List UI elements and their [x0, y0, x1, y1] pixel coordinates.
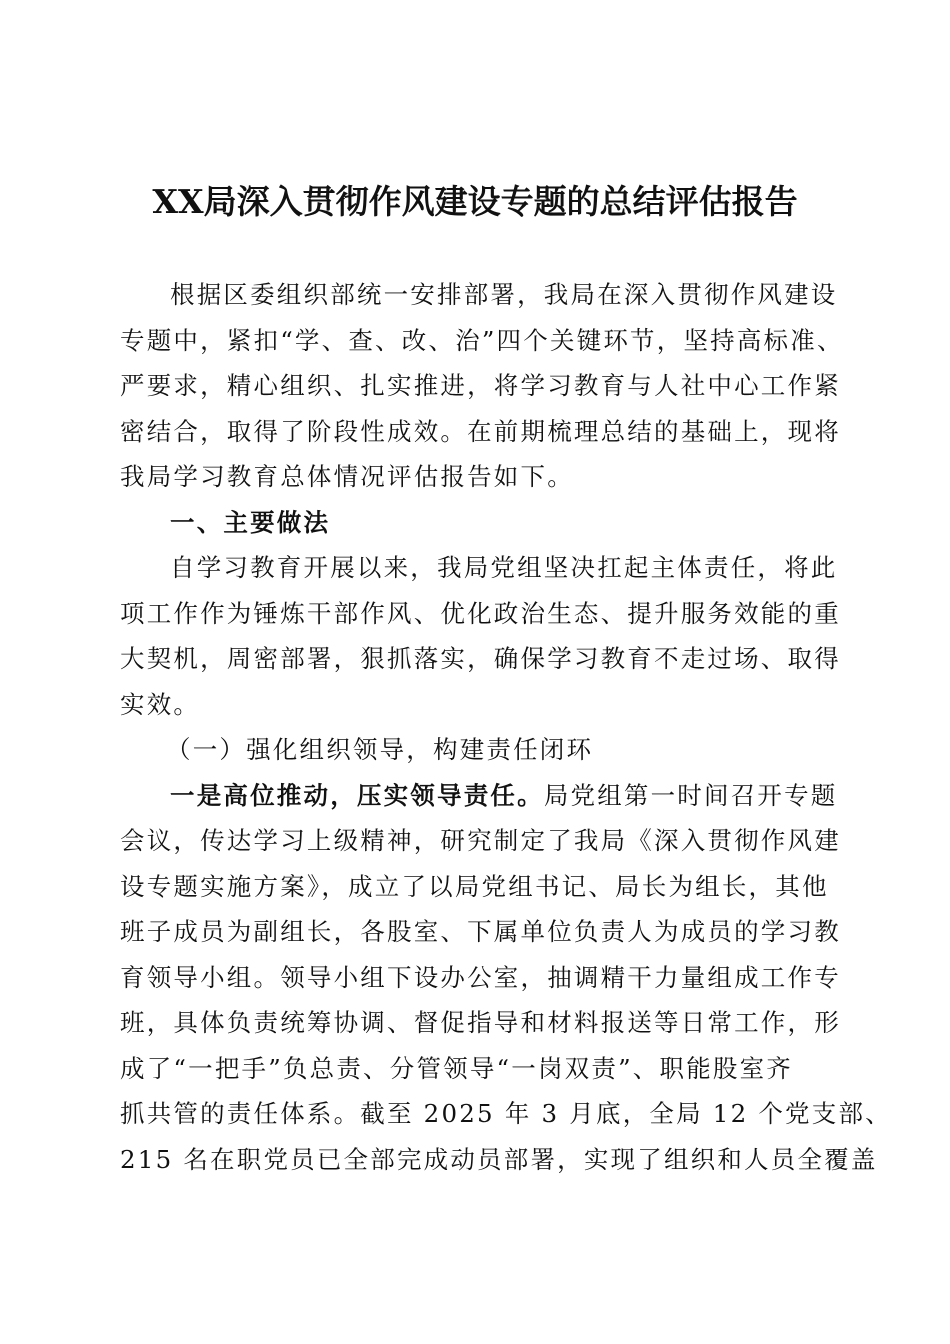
paragraph-line: 实效。: [120, 689, 201, 719]
paragraph-line: [120, 773, 838, 819]
paragraph-line: 自学习教育开展以来，我局党组坚决扛起主体责任，将此: [170, 553, 838, 582]
lead-in-text: 局党组第一时间召开专题: [543, 780, 838, 810]
paragraph-line: 班子成员为副组长，各股室、下属单位负责人为成员的学习教: [120, 917, 841, 946]
paragraph-line: 抓共管的责任体系。截至 2025 年 3 月底，全局 12 个党支部、: [120, 1099, 892, 1128]
section-heading: 一、主要做法: [170, 507, 331, 537]
paragraph-line: 专题中，紧扣“学、查、改、治”四个关键环节，坚持高标准、: [120, 325, 844, 355]
lead-in-bold: 一是高位推动，压实领导责任。: [170, 780, 544, 810]
subsection-heading: （一）强化组织领导，构建责任闭环: [166, 735, 594, 764]
paragraph-line: 班，具体负责统筹协调、督促指导和材料报送等日常工作，形: [120, 1008, 841, 1037]
paragraph-line: 密结合，取得了阶段性成效。在前期梳理总结的基础上，现将: [120, 416, 841, 446]
paragraph-line: 严要求，精心组织、扎实推进，将学习教育与人社中心工作紧: [120, 371, 841, 400]
paragraph-line: 设专题实施方案》，成立了以局党组书记、局长为组长，其他: [120, 871, 829, 901]
paragraph-line: 项工作作为锤炼干部作风、优化政治生态、提升服务效能的重: [120, 598, 841, 628]
paragraph-line: 成了“一把手”负总责、分管领导“一岗双责”、职能股室齐: [120, 1053, 793, 1083]
document-body: [120, 272, 892, 1182]
paragraph-line: 大契机，周密部署，狠抓落实，确保学习教育不走过场、取得: [120, 644, 841, 673]
paragraph-line: 育领导小组。领导小组下设办公室，抽调精干力量组成工作专: [120, 962, 841, 992]
paragraph-line: 215 名在职党员已全部完成动员部署，实现了组织和人员全覆盖: [120, 1144, 878, 1174]
paragraph-line: 会议，传达学习上级精神，研究制定了我局《深入贯彻作风建: [120, 826, 841, 855]
document-title: XX局深入贯彻作风建设专题的总结评估报告: [152, 182, 798, 221]
paragraph-line: 我局学习教育总体情况评估报告如下。: [120, 462, 574, 491]
paragraph-line: 根据区委组织部统一安排部署，我局在深入贯彻作风建设: [170, 280, 838, 309]
